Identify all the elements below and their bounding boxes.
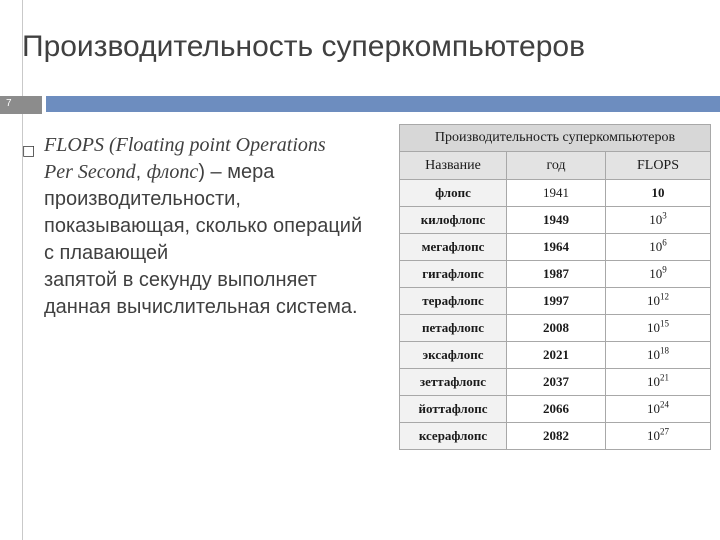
flops-base: 10 [647,428,660,443]
body-line-6: запятой в секунду выполняет [44,269,317,291]
unit-flops [606,288,711,315]
flops-base: 10 [647,347,660,362]
flops-exponent: 15 [660,318,669,329]
bullet-square-icon: □ [22,143,36,159]
header-name: Название [400,152,507,180]
flops-expansion: (Floating point Operations [104,134,326,156]
unit-year: 2021 [507,342,606,369]
unit-year: 1949 [507,207,606,234]
unit-name: йоттафлопс [400,396,507,423]
measure-text: ) – мера [198,161,275,183]
unit-name: зеттафлопс [400,369,507,396]
flops-exponent: 18 [660,345,669,356]
flops-base: 10 [651,185,665,200]
unit-year: 1997 [507,288,606,315]
unit-year: 2082 [507,423,606,450]
unit-flops [606,396,711,423]
flops-exponent: 6 [662,237,667,248]
body-paragraph [44,132,399,321]
per-second: Per Second [44,161,136,183]
unit-year: 2008 [507,315,606,342]
unit-name: мегафлопс [400,234,507,261]
unit-name: килофлопс [400,207,507,234]
table-row [400,261,711,288]
header-year: год [507,152,606,180]
table-row [400,288,711,315]
unit-flops [606,315,711,342]
flops-base: 10 [647,401,660,416]
unit-flops [606,423,711,450]
unit-name: эксафлопс [400,342,507,369]
table-row [400,207,711,234]
table-row [400,423,711,450]
unit-flops [606,180,711,207]
flops-base: 10 [649,266,663,281]
slide-title: Производительность суперкомпьютеров [22,30,586,63]
unit-flops [606,261,711,288]
flops-base: 10 [647,320,660,335]
separator: , [135,161,147,183]
table-row [400,180,711,207]
unit-flops [606,342,711,369]
flops-exponent: 24 [660,399,669,410]
unit-year: 1987 [507,261,606,288]
flops-exponent: 9 [662,264,667,275]
unit-name: терафлопс [400,288,507,315]
body-line-3: производительности, [44,188,241,210]
table-row [400,315,711,342]
flops-base: 10 [649,212,663,227]
slide-number: 7 [6,98,12,109]
flops-russian: флопс [146,161,199,183]
flops-exponent: 3 [662,210,667,221]
unit-year: 1964 [507,234,606,261]
left-accent-line [22,0,23,540]
unit-name: флопс [400,180,507,207]
unit-flops [606,369,711,396]
flops-exponent: 21 [660,372,669,383]
header-flops: FLOPS [606,152,711,180]
body-line-4: показывающая, сколько операций [44,215,363,237]
header-bar [46,96,720,112]
table-row [400,234,711,261]
body-line-7: данная вычислительная система. [44,296,358,318]
unit-name: ксерафлопс [400,423,507,450]
table-row [400,342,711,369]
unit-year: 2037 [507,369,606,396]
performance-table [399,124,711,450]
unit-name: гигафлопс [400,261,507,288]
unit-name: петафлопс [400,315,507,342]
body-line-1 [44,132,399,159]
flops-term: FLOPS [44,134,104,156]
body-line-2 [44,159,399,186]
flops-base: 10 [647,293,660,308]
unit-flops [606,207,711,234]
flops-exponent: 12 [660,291,669,302]
flops-base: 10 [649,239,663,254]
body-line-5: с плавающей [44,242,169,264]
flops-exponent: 27 [660,426,669,437]
unit-flops [606,234,711,261]
unit-year: 1941 [507,180,606,207]
table-caption: Производительность суперкомпьютеров [400,125,711,152]
table-row [400,369,711,396]
flops-base: 10 [647,374,660,389]
unit-year: 2066 [507,396,606,423]
table-row [400,396,711,423]
